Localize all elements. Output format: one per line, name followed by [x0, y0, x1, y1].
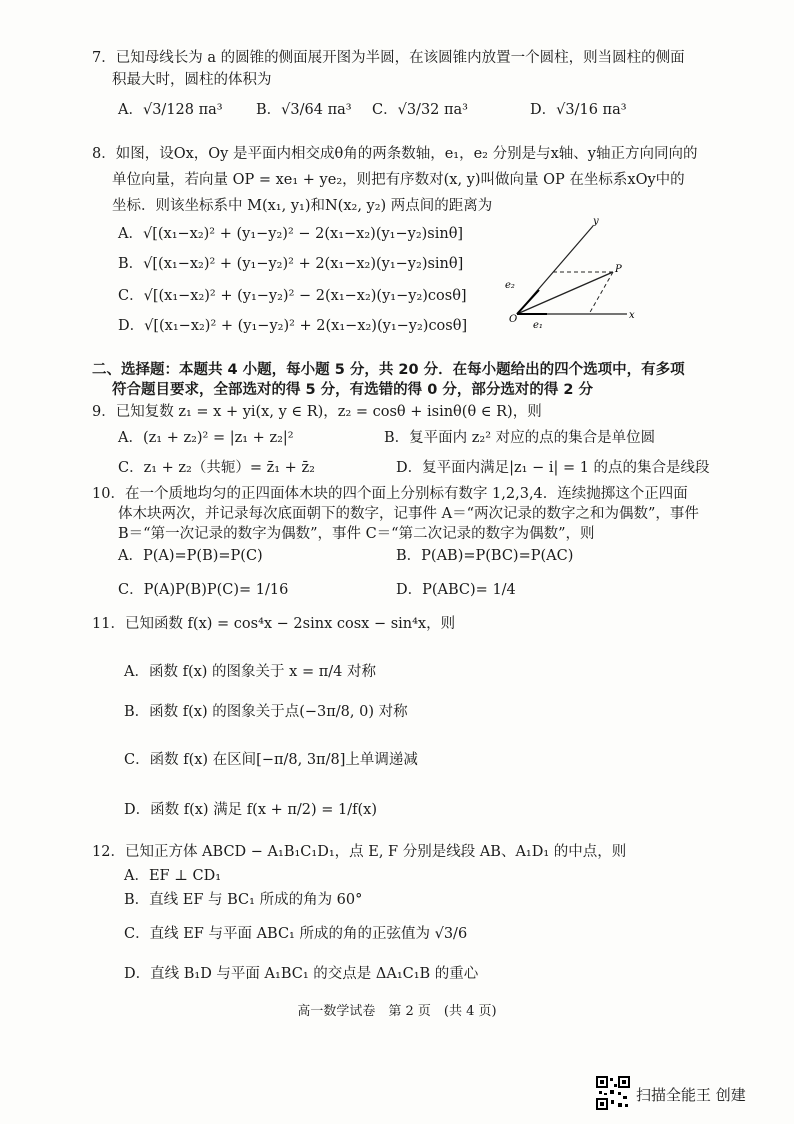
qr-code-icon — [596, 1076, 630, 1110]
q7-stem-line1: 7．已知母线长为 a 的圆锥的侧面展开图为半圆，在该圆锥内放置一个圆柱，则当圆柱的侧面 — [92, 50, 685, 66]
q8-stem-line2: 单位向量，若向量 OP = xe₁ + ye₂，则把有序数对(x, y)叫做向量 OP 在坐标系xOy中的 — [112, 172, 685, 188]
q11-stem: 11．已知函数 f(x) = cos⁴x − 2sinx cosx − sin⁴x，则 — [92, 616, 456, 632]
dashed-line-slant — [589, 272, 613, 314]
q7-option-a: A．√3/128 πa³ — [118, 102, 223, 118]
vector-op-line — [517, 272, 613, 314]
q10-option-b: B．P(AB)=P(BC)=P(AC) — [396, 548, 574, 564]
label-y-axis: y — [593, 216, 599, 227]
q12-stem: 12．已知正方体 ABCD − A₁B₁C₁D₁，点 E, F 分别是线段 AB、A₁D₁ 的中点，则 — [92, 844, 627, 860]
q9-option-d: D．复平面内满足|z₁ − i| = 1 的点的集合是线段 — [396, 460, 710, 476]
q10-stem-line1: 10．在一个质地均匀的正四面体木块的四个面上分别标有数字 1,2,3,4．连续抛掷这个正四面 — [92, 486, 688, 502]
label-e2: e₂ — [505, 280, 515, 291]
q10-option-a: A．P(A)=P(B)=P(C) — [118, 548, 263, 564]
q8-option-b: B．√[(x₁−x₂)² + (y₁−y₂)² + 2(x₁−x₂)(y₁−y₂)sinθ] — [118, 256, 464, 272]
label-point-p: P — [615, 264, 622, 275]
q8-option-a: A．√[(x₁−x₂)² + (y₁−y₂)² − 2(x₁−x₂)(y₁−y₂)sinθ] — [118, 226, 464, 242]
q8-stem-line3: 坐标．则该坐标系中 M(x₁, y₁)和N(x₂, y₂) 两点间的距离为 — [112, 198, 493, 214]
section-2-header-line1: 二、选择题：本题共 4 小题，每小题 5 分，共 20 分．在每小题给出的四个选项中，有多项 — [92, 362, 685, 378]
q9-option-a: A．(z₁ + z₂)² = |z₁ + z₂|² — [118, 430, 294, 446]
scanner-watermark-text: 扫描全能王 创建 — [636, 1086, 746, 1104]
q10-option-c: C．P(A)P(B)P(C)= 1/16 — [118, 582, 289, 598]
section-2-header-line2: 符合题目要求，全部选对的得 5 分，有选错的得 0 分，部分选对的得 2 分 — [112, 382, 594, 398]
q8-option-d: D．√[(x₁−x₂)² + (y₁−y₂)² + 2(x₁−x₂)(y₁−y₂)cosθ] — [118, 318, 468, 334]
q11-option-c: C．函数 f(x) 在区间[−π/8, 3π/8]上单调递减 — [124, 752, 418, 768]
q7-option-b: B．√3/64 πa³ — [256, 102, 352, 118]
q9-option-b: B．复平面内 z₂² 对应的点的集合是单位圆 — [384, 430, 656, 446]
q7-option-c: C．√3/32 πa³ — [372, 102, 468, 118]
q11-option-b: B．函数 f(x) 的图象关于点(−3π/8, 0) 对称 — [124, 704, 408, 720]
q11-option-d: D．函数 f(x) 满足 f(x + π/2) = 1/f(x) — [124, 802, 378, 818]
q10-option-d: D．P(ABC)= 1/4 — [396, 582, 516, 598]
q12-option-b: B．直线 EF 与 BC₁ 所成的角为 60° — [124, 892, 363, 908]
q8-option-c: C．√[(x₁−x₂)² + (y₁−y₂)² − 2(x₁−x₂)(y₁−y₂)cosθ] — [118, 288, 467, 304]
oblique-axes-figure — [505, 214, 640, 334]
q10-stem-line2: 体木块两次，并记录每次底面朝下的数字，记事件 A＝“两次记录的数字之和为偶数”，事件 — [118, 506, 699, 522]
q12-option-c: C．直线 EF 与平面 ABC₁ 所成的角的正弦值为 √3/6 — [124, 926, 468, 942]
q9-option-c: C．z₁ + z₂（共轭）= z̄₁ + z̄₂ — [118, 460, 315, 476]
unit-vector-e2 — [517, 290, 539, 314]
q11-option-a: A．函数 f(x) 的图象关于 x = π/4 对称 — [124, 664, 376, 680]
q7-option-d: D．√3/16 πa³ — [530, 102, 627, 118]
q12-option-d: D．直线 B₁D 与平面 A₁BC₁ 的交点是 ΔA₁C₁B 的重心 — [124, 966, 479, 982]
label-e1: e₁ — [533, 320, 543, 331]
page-footer: 高一数学试卷 第 2 页 (共 4 页) — [297, 1004, 497, 1019]
q8-stem-line1: 8．如图，设Ox，Oy 是平面内相交成θ角的两条数轴，e₁，e₂ 分别是与x轴、y轴正方向同向的 — [92, 146, 698, 162]
label-origin: O — [509, 314, 518, 325]
q12-option-a: A．EF ⊥ CD₁ — [124, 868, 222, 884]
q7-stem-line2: 积最大时，圆柱的体积为 — [112, 72, 272, 88]
q10-stem-line3: B＝“第一次记录的数字为偶数”，事件 C＝“第二次记录的数字为偶数”，则 — [118, 526, 595, 542]
label-x-axis: x — [629, 310, 635, 321]
q9-stem: 9．已知复数 z₁ = x + yi(x, y ∈ R)，z₂ = cosθ + isinθ(θ ∈ R)，则 — [92, 404, 542, 420]
